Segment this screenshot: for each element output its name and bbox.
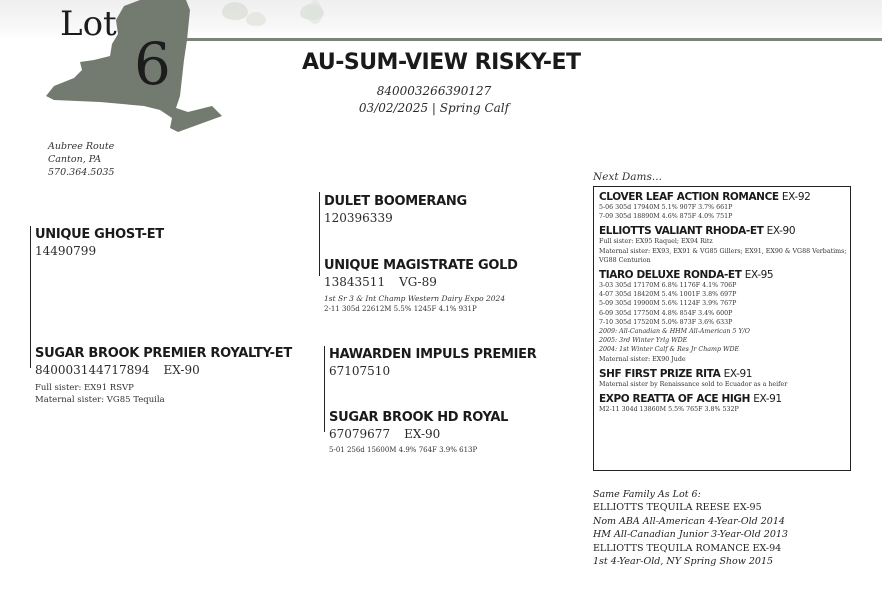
sire-dam — [324, 258, 518, 313]
dam-registration: 840003144717894 EX-90 — [35, 363, 200, 377]
same-family-entry: ELLIOTTS TEQUILA REESE EX-95 — [593, 502, 762, 514]
next-dam-line: 4-07 305d 18420M 5.4% 1001F 3.8% 697P — [599, 291, 737, 299]
next-dam-entry — [599, 368, 846, 389]
dam-note: Maternal sister: VG85 Tequila — [35, 395, 165, 405]
next-dam-line: VG88 Centurion — [599, 256, 651, 264]
leaf-decoration — [308, 0, 322, 24]
next-dam-name: CLOVER LEAF ACTION ROMANCE — [599, 191, 779, 203]
next-dam-name: SHF FIRST PRIZE RITA — [599, 367, 721, 380]
dam-sire-name: HAWARDEN IMPULS PREMIER — [329, 347, 537, 362]
next-dam-line: 5-09 305d 19900M 5.6% 1124F 3.9% 767P — [599, 300, 737, 308]
sire-sire — [324, 194, 467, 225]
sire-sire-name: DULET BOOMERANG — [324, 194, 467, 209]
next-dam-line: 5-06 305d 17940M 5.1% 907F 3.7% 661P — [599, 204, 733, 211]
next-dam-line: 3-03 305d 17170M 6.8% 1176F 4.1% 706P — [599, 282, 737, 290]
consignor-name: Aubree Route — [48, 141, 115, 152]
next-dam-line: 6-09 305d 17750M 4.8% 854F 3.4% 600P — [599, 309, 733, 317]
same-family-entry: Nom ABA All-American 4-Year-Old 2014 — [593, 515, 785, 527]
next-dam-line: Maternal sister: EX93, EX91 & VG85 Gillers; EX91, EX90 & VG88 Verbatims; — [599, 247, 847, 255]
next-dam-name: ELLIOTTS VALIANT RHODA-ET — [599, 225, 764, 238]
header-rule — [186, 38, 882, 41]
dam-dam — [329, 410, 508, 454]
dam — [35, 346, 292, 406]
next-dam-line: Full sister: EX95 Raquel; EX94 Ritz — [599, 238, 713, 246]
next-dam-award: 2005: 3rd Winter Yrlg WDE — [599, 337, 688, 345]
next-dam-line: 7-10 305d 17520M 5.0% 873F 3.6% 633P — [599, 318, 733, 326]
next-dam-score: EX-95 — [744, 269, 774, 282]
dam-dam-record: 5-01 256d 15600M 4.9% 764F 3.9% 613P — [329, 446, 478, 454]
same-family-entry: ELLIOTTS TEQUILA ROMANCE EX-94 — [593, 542, 782, 554]
animal-birth-date: 03/02/2025 | Spring Calf — [358, 101, 510, 115]
next-dam-score: EX-91 — [753, 393, 782, 406]
next-dam-line: 7-09 305d 18890M 4.6% 875F 4.0% 751P — [599, 213, 733, 221]
next-dam-entry — [599, 393, 846, 414]
next-dam-entry — [599, 191, 846, 221]
sire-dam-note: 1st Sr 3 & Int Champ Western Dairy Expo 2024 — [324, 294, 506, 303]
next-dam-score: EX-91 — [723, 367, 753, 380]
lot-label: Lot — [60, 4, 117, 44]
next-dam-score: EX-92 — [781, 191, 811, 203]
same-family-entry: 1st 4-Year-Old, NY Spring Show 2015 — [593, 556, 774, 568]
dam-dam-name: SUGAR BROOK HD ROYAL — [329, 410, 509, 425]
next-dam-entry — [599, 225, 846, 265]
dam-note: Full sister: EX91 RSVP — [35, 383, 134, 393]
dam-name: SUGAR BROOK PREMIER ROYALTY-ET — [35, 346, 292, 361]
sire-dam-registration: 13843511 VG-89 — [324, 275, 437, 289]
dam-sire — [329, 347, 536, 378]
dam-sire-registration: 67107510 — [329, 364, 391, 378]
leaf-decoration — [246, 12, 266, 26]
next-dam-line: Maternal sister by Renaissance sold to Ecuador as a heifer — [599, 380, 788, 388]
next-dam-entry — [599, 269, 846, 364]
next-dam-award: 2009: All-Canadian & HHM All-American 5 Y/O — [599, 328, 750, 336]
next-dam-score: EX-90 — [766, 225, 796, 238]
animal-name: AU-SUM-VIEW RISKY-ET — [302, 50, 581, 75]
sire-name: UNIQUE GHOST-ET — [35, 227, 164, 242]
same-family-entry: HM All-Canadian Junior 3-Year-Old 2013 — [593, 529, 788, 541]
sire-sire-registration: 120396339 — [324, 211, 393, 225]
pedigree-bracket — [319, 192, 320, 276]
next-dam-line: Maternal sister: EX90 Jude — [599, 355, 686, 363]
same-family-label: Same Family As Lot 6: — [593, 489, 701, 500]
consignor-location: Canton, PA — [48, 154, 102, 165]
dam-dam-registration: 67079677 EX-90 — [329, 427, 441, 441]
animal-registration: 840003266390127 — [376, 84, 492, 98]
same-family-section — [593, 488, 788, 568]
next-dam-line: M2-11 304d 13860M 5.5% 765F 3.8% 532P — [599, 406, 739, 414]
sire-dam-name: UNIQUE MAGISTRATE GOLD — [324, 258, 518, 273]
sire-dam-record: 2-11 305d 22612M 5.5% 1245F 4.1% 931P — [324, 305, 477, 313]
next-dams-label: Next Dams... — [593, 171, 662, 183]
lot-number: 6 — [134, 30, 171, 98]
next-dam-name: EXPO REATTA OF ACE HIGH — [599, 393, 750, 406]
pedigree-bracket — [324, 346, 325, 432]
next-dam-name: TIARO DELUXE RONDA-ET — [599, 269, 742, 282]
consignor-phone: 570.364.5035 — [48, 167, 115, 178]
sire-registration: 14490799 — [35, 244, 97, 258]
next-dam-award: 2004: 1st Winter Calf & Res Jr Champ WDE — [599, 346, 740, 354]
pedigree-bracket — [30, 226, 31, 368]
consignor-info — [48, 140, 114, 179]
sire — [35, 227, 164, 258]
next-dams-box — [593, 186, 851, 471]
